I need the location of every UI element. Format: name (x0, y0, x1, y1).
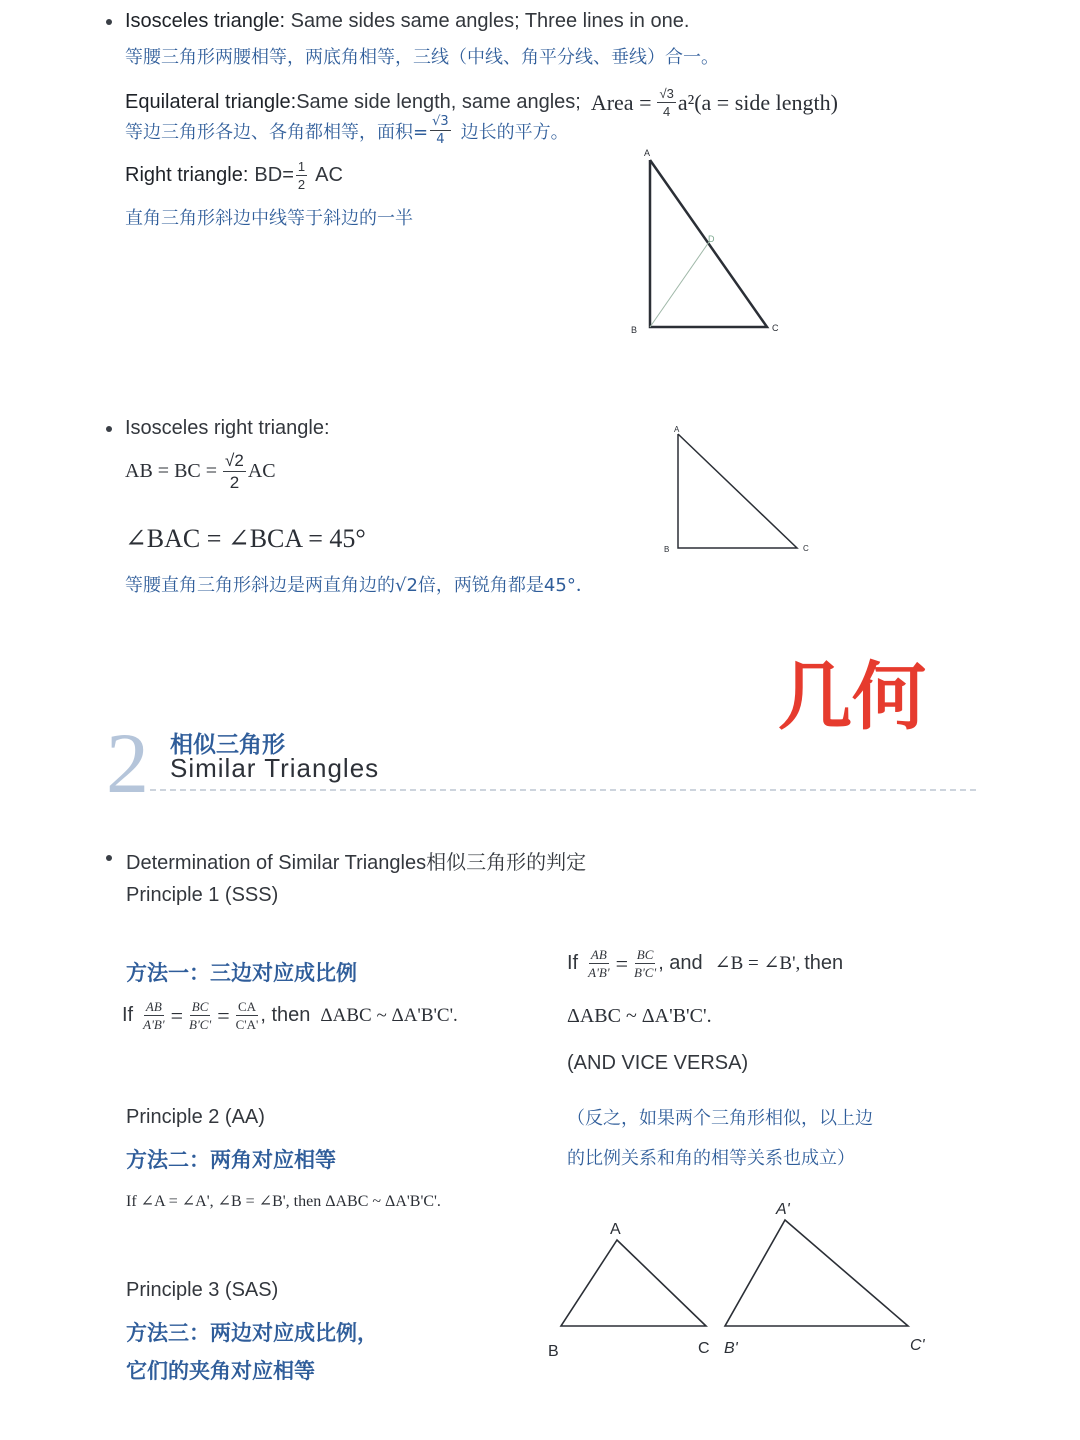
p1-fraction-1 (143, 1000, 164, 1031)
equilateral-zh-prefix: 等边三角形各边、各角都相等，面积= (125, 121, 429, 143)
sas-result: ΔABC ~ ΔA'B'C'. (567, 1005, 712, 1027)
sas-fraction-1 (588, 948, 609, 979)
eq1-num: √2 (225, 451, 244, 470)
equilateral-zh-fraction (430, 115, 451, 146)
isosceles-zh: 等腰三角形两腰相等，两底角相等，三线（中线、角平分线、垂线）合一。 (125, 47, 719, 68)
equilateral-zh (125, 115, 569, 146)
vertex-label-a: A (644, 148, 651, 158)
vertex-label-c: C (772, 323, 779, 333)
vertex-label-b: B (631, 325, 638, 335)
vice-versa-zh-1: （反之，如果两个三角形相似，以上边 (567, 1108, 873, 1129)
bullet-dot (106, 855, 112, 861)
area-denominator: 4 (663, 104, 671, 119)
isosceles-right-shape (678, 434, 797, 548)
triangle-a2b2c2 (725, 1220, 908, 1326)
right-fraction (296, 160, 307, 191)
sas-angle: ∠B = ∠B', (714, 953, 801, 974)
right-formula-prefix: BD= (254, 164, 294, 186)
right-triangle-line (125, 160, 343, 191)
vertex-label-a: A (674, 425, 680, 434)
vice-versa: (AND VICE VERSA) (567, 1052, 749, 1074)
equilateral-zh-den: 4 (436, 132, 445, 147)
bullet-dot (106, 19, 112, 25)
vertex-label-b-prime: B' (724, 1340, 738, 1357)
isosceles-desc: Same sides same angles; Three lines in one. (285, 10, 690, 32)
p1-f1-num: AB (145, 999, 162, 1014)
sas-f2-den: B'C' (634, 965, 657, 980)
red-title: 几何 (778, 654, 926, 740)
isosceles-line (125, 10, 689, 33)
equilateral-desc: Same side length, same angles; (296, 91, 581, 113)
right-triangle-zh: 直角三角形斜边中线等于斜边的一半 (125, 208, 413, 229)
median-bd (650, 242, 709, 327)
principle-3-zh-1: 方法三：两边对应成比例， (126, 1321, 378, 1345)
p1-result: ΔABC ~ ΔA'B'C'. (320, 1004, 458, 1026)
p1-then: , then (260, 1004, 311, 1026)
vertex-label-d: D (708, 234, 715, 244)
sas-f2-num: BC (636, 947, 654, 962)
principle-3-zh-2: 它们的夹角对应相等 (126, 1359, 315, 1383)
p1-eq-2: = (217, 1002, 230, 1028)
p1-f3-den: C'A' (235, 1017, 259, 1032)
principle-2-label: Principle 2 (AA) (126, 1106, 265, 1128)
isosceles-right-eq2: ∠BAC = ∠BCA = 45° (125, 524, 366, 553)
eq1-suffix: AC (247, 460, 276, 482)
determination-heading: Determination of Similar Triangles相似三角形的判定 (126, 852, 587, 874)
section-title-zh: 相似三角形 (170, 732, 285, 758)
triangle-abc (561, 1240, 706, 1326)
principle-3-label: Principle 3 (SAS) (126, 1279, 279, 1301)
equilateral-line (125, 87, 838, 118)
sas-then: then (804, 952, 844, 974)
p1-f3-num: CA (237, 999, 257, 1014)
principle-1-formula (122, 1000, 458, 1031)
principle-1-label: Principle 1 (SSS) (126, 884, 279, 906)
principle-1-zh: 方法一：三边对应成比例 (126, 961, 357, 985)
vertex-label-a-prime: A' (776, 1201, 790, 1218)
area-numerator: √3 (659, 86, 674, 101)
isosceles-right-title: Isosceles right triangle: (125, 417, 330, 439)
section-divider (150, 789, 976, 791)
vertex-label-b: B (664, 545, 670, 554)
sas-if: If (567, 952, 579, 974)
eq1-fraction (223, 452, 246, 491)
equilateral-zh-suffix: 边长的平方。 (460, 121, 569, 143)
p1-f2-den: B'C' (189, 1017, 212, 1032)
sas-fraction-2 (634, 948, 656, 979)
vertex-label-c-prime: C' (910, 1337, 925, 1354)
sas-f1-num: AB (590, 947, 607, 962)
sas-eq: = (615, 950, 628, 976)
right-triangle-diagram (620, 140, 800, 340)
p1-fraction-3 (236, 1000, 259, 1031)
p1-f1-den: A'B' (143, 1017, 165, 1032)
p1-if: If (122, 1004, 134, 1026)
area-label: Area = (590, 89, 652, 115)
right-triangle-title: Right triangle: (125, 164, 249, 186)
vertex-label-a: A (610, 1221, 621, 1238)
right-formula-suffix: AC (315, 164, 343, 186)
similar-triangles-diagram (540, 1190, 940, 1370)
area-tail: a²(a = side length) (677, 89, 838, 115)
isosceles-right-eq1 (125, 452, 276, 491)
eq1-den: 2 (229, 473, 240, 492)
p1-f2-num: BC (191, 999, 209, 1014)
right-frac-num: 1 (297, 159, 306, 174)
section-title-en: Similar Triangles (170, 753, 380, 783)
sas-f1-den: A'B' (588, 965, 610, 980)
equilateral-title: Equilateral triangle: (125, 91, 297, 113)
principle-2-zh: 方法二：两角对应相等 (126, 1148, 336, 1172)
p1-fraction-2 (189, 1000, 211, 1031)
equilateral-zh-num: √3 (432, 114, 449, 129)
isosceles-title: Isosceles triangle: (125, 10, 286, 32)
bullet-dot (106, 426, 112, 432)
p1-eq-1: = (170, 1002, 183, 1028)
vertex-label-c: C (803, 544, 809, 553)
isosceles-right-diagram (660, 420, 820, 560)
principle-2-statement: If ∠A = ∠A', ∠B = ∠B', then ΔABC ~ ΔA'B'C'. (126, 1193, 441, 1210)
isosceles-right-zh: 等腰直角三角形斜边是两直角边的√2倍，两锐角都是45°． (125, 575, 594, 596)
sas-and: , and (658, 952, 703, 974)
vice-versa-zh-2: 的比例关系和角的相等关系也成立） (567, 1148, 855, 1169)
area-fraction (657, 87, 675, 118)
vertex-label-b: B (548, 1343, 559, 1360)
right-frac-den: 2 (297, 177, 306, 192)
vertex-label-c: C (698, 1340, 710, 1357)
sas-formula (567, 948, 843, 979)
eq1-prefix: AB = BC = (125, 460, 218, 482)
section-number: 2 (106, 715, 149, 811)
